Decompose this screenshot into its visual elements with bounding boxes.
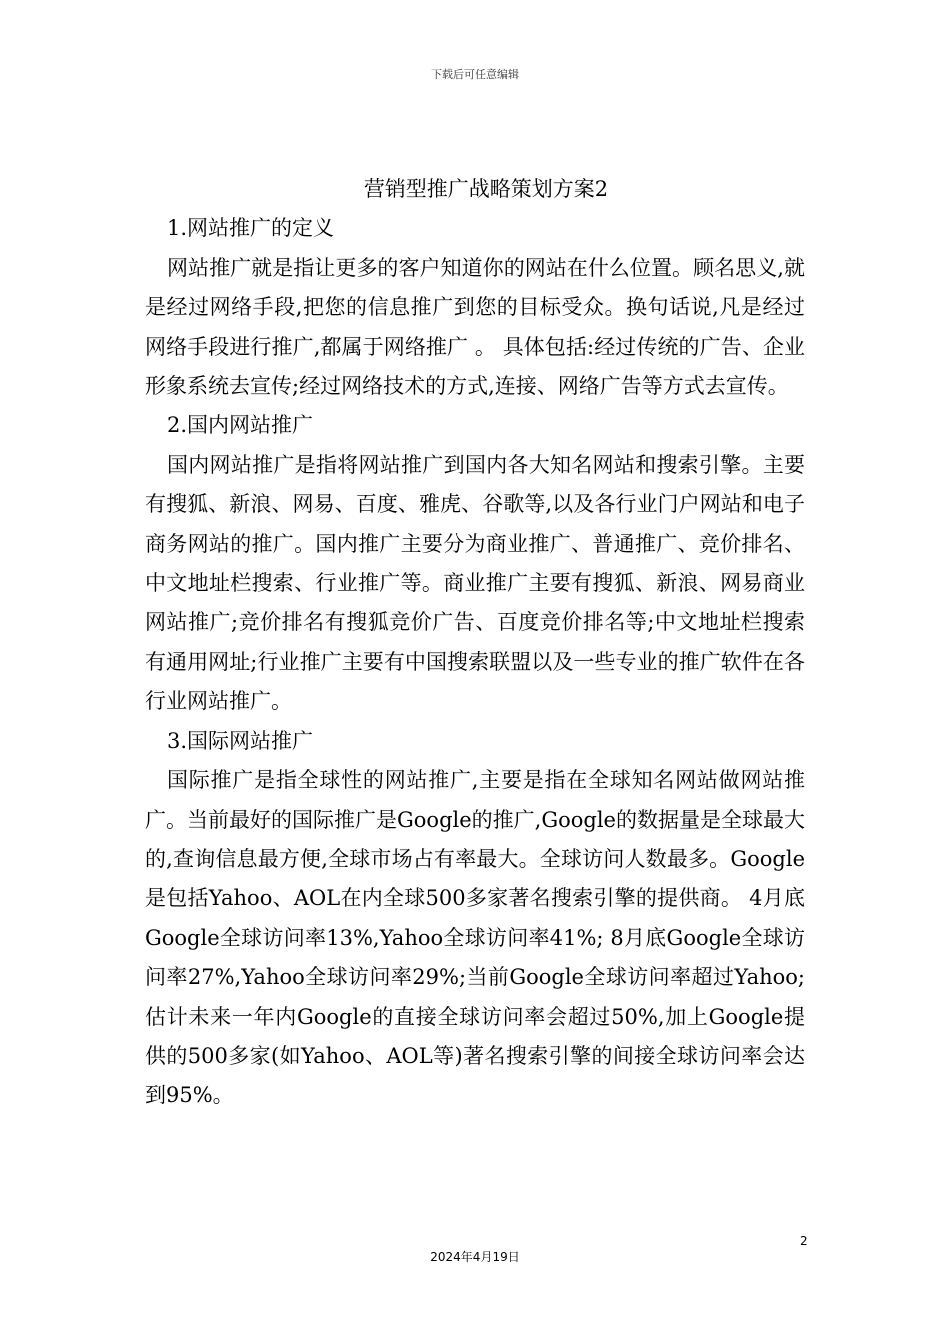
section-paragraph-2: 国内网站推广是指将网站推广到国内各大知名网站和搜索引擎。主要有搜狐、新浪、网易、百度、雅虎、谷歌等,以及各行业门户网站和电子商务网站的推广。国内推广主要分为商业推广、普通推广、竞价排名、中文地址栏搜索、行业推广等。商业推广主要有搜狐、新浪、网易商业网站推广;竞价排名有搜狐竞价广告、百度竞价排名等;中文地址栏搜索有通用网址;行业推广主要有中国搜索联盟以及一些专业的推广软件在各行业网站推广。: [145, 452, 805, 714]
page-header: 下载后可任意编辑: [431, 68, 519, 81]
page-footer-date: 2024年4月19日: [430, 1250, 520, 1264]
section-paragraph-3: 国际推广是指全球性的网站推广,主要是指在全球知名网站做网站推广。当前最好的国际推广是Google的推广,Google的数据量是全球最大的,查询信息最方便,全球市场占有率最大。全球访问人数最多。Google是包括Yahoo、AOL在内全球500多家著名搜索引擎的提供商。 4月底Google全球访问率13%,Yahoo全球访问率41%; 8月底Google全球访问率27%,Yahoo全球访问率29%;当前Google全球访问率超过Yahoo;估计未来一年内Google的直接全球访问率会超过50%,加上Google提供的500多家(如Yahoo、AOL等)著名搜索引擎的间接全球访问率会达到95%。: [145, 768, 805, 1108]
section-heading-3: 3.国际网站推广: [167, 728, 314, 753]
document-title: 营销型推广战略策划方案2: [363, 177, 609, 201]
page-number: 2: [800, 1234, 808, 1248]
section-heading-1: 1.网站推广的定义: [167, 216, 335, 241]
section-paragraph-1: 网站推广就是指让更多的客户知道你的网站在什么位置。顾名思义,就是经过网络手段,把您的信息推广到您的目标受众。换句话说,凡是经过网络手段进行推广,都属于网络推广 。 具体包括:经过传统的广告、企业形象系统去宣传;经过网络技术的方式,连接、网络广告等方式去宣传。: [145, 255, 805, 399]
document-body: [145, 170, 805, 1116]
section-heading-2: 2.国内网站推广: [167, 413, 314, 438]
